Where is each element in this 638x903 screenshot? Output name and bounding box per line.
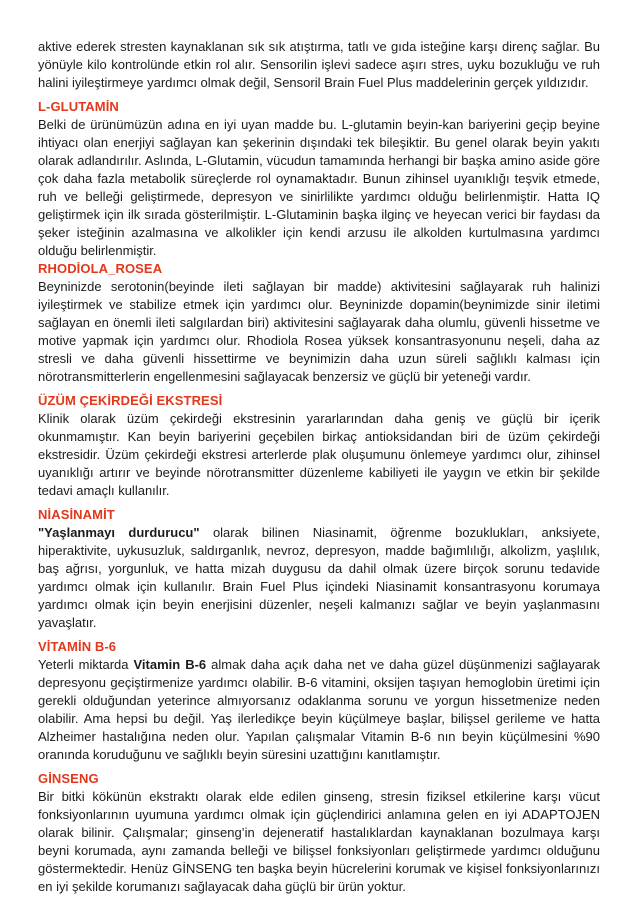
section-grape-seed-extract <box>38 392 600 500</box>
section-body-l-glutamin: Belki de ürünümüzün adına en iyi uyan madde bu. L-glutamin beyin-kan bariyerini geçip beyine ihtiyacı olan enerjiyi sağlayan kan şekerinin dışındaki tek bileşiktir. Bu genel olarak beyin yakıtı olarak adlandırılır. Aslında, L-Glutamin, vücudun tamamında herhangi bir başka amino aside göre çok daha fazla metabolik süreçlerde rol oynamaktadır. Bunun zihinsel uyanıklığı teşvik etmede, ruh ve belleği geliştirmede, depresyon ve sinirlilikte yardımcı olduğu belirlenmiştir. Hatta IQ geliştirmek için ilk sırada gösterilmiştir. L-Glutaminin başka ilginç ve heyecan verici bir faydası da şeker isteğinin azalmasına ve alkolikler için kendi arzusu ile alkolden kurtulmasına yardımcı olduğu belirlenmiştir. <box>38 117 600 258</box>
body-text: olarak bilinen Niasinamit, öğrenme bozuklukları, anksiyete, hiperaktivite, uykusuzluk, saldırganlık, nevroz, depresyon, madde bağımlılığı, alkolizm, yaşlılık, baş ağrısı, yorgunluk, ve hatta mizah duygusu da dahil olmak üzere birçok sorunu tedavide yardımcı olmak için kullanılır. Brain Fuel Plus içindeki Niasinamit konsantrasyonu korumaya yardımcı olmak için beyin enerjisini düzenler, neşeli kalmanızı sağlar ve beyin yaşlanmasını yavaşlatır. <box>38 525 600 630</box>
section-heading-grape-seed-extract: ÜZÜM ÇEKİRDEĞİ EKSTRESİ <box>38 393 223 408</box>
document-page <box>38 38 600 896</box>
section-body-ginseng: Bir bitki kökünün ekstraktı olarak elde edilen ginseng, stresin fiziksel etkilerine karşı vücut fonksiyonlarının uyumuna yardımcı olmak için güçlendirici anlamına gelen en iyi ADAPTOJEN olarak bilinir. Çalışmalar; ginseng’in dejeneratif hastalıklardan kaynaklanan bozulmaya karşı beyni korumada, aynı zamanda belleği ve bilişsel fonksiyonları geliştirmede yardımcı olduğunu göstermektedir. Henüz GİNSENG ten başka beyin hücrelerini korumak ve kişisel fonksiyonlarınızı en iyi şekilde korumanızı sağlayacak daha güçlü bir ürün yoktur. <box>38 789 600 894</box>
section-heading-ginseng: GİNSENG <box>38 771 99 786</box>
section-l-glutamin <box>38 98 600 260</box>
section-vitamin-b6 <box>38 638 600 764</box>
section-body-vitamin-b6 <box>38 656 600 764</box>
section-ginseng <box>38 770 600 896</box>
section-heading-niacinamide: NİASİNAMİT <box>38 507 115 522</box>
bold-lead-text: "Yaşlanmayı durdurucu" <box>38 525 200 540</box>
body-text-after: almak daha açık daha net ve daha güzel düşünmenizi sağlayarak depresyonu geçiştirmenize yardımcı olabilir. B-6 vitamini, oksijen taşıyan hemoglobin üretimi için gerekli olduğundan yeterince almıyorsanız odaklanma sorunu ve yorgun hissetmenize neden olabilir. Ama hepsi bu değil. Yaş ilerledikçe beyin küçülmeye başlar, bilişsel gerileme ve hatta Alzheimer hastalığına neden olur. Yapılan çalışmalar Vitamin B-6 nın beyin küçülmesini %90 oranında koruduğunu ve sağlıklı beyin süresini uzattığını kanıtlamıştır. <box>38 657 600 762</box>
section-heading-l-glutamin: L-GLUTAMİN <box>38 99 119 114</box>
section-heading-vitamin-b6: VİTAMİN B-6 <box>38 639 117 654</box>
section-body-rhodiola-rosea: Beyninizde serotonin(beyinde ileti sağlayan bir madde) aktivitesini sağlayarak ruh halinizi iyileştirmek ve stabilize etmek için yardımcı olur. Beyninizde dopamin(beynimizde sinir iletimi sağlayan en önemli ileti salgılardan biri) aktivitesini sağlayarak daha olumlu, güvenli hissetme ve motive yapmak için yardımcı olur. Rhodiola Rosea yüksek konsantrasyonunu neşeli, daha az stresli ve daha güvenli hissettirme ve beynimizin daha uzun süreli sağlıklı kalması için nörotransmitterlerin engellenmesini sağlayacak benzersiz ve güçlü bir yeteneği vardır. <box>38 279 600 384</box>
body-text-before: Yeterli miktarda <box>38 657 134 672</box>
bold-inline-text: Vitamin B-6 <box>133 657 207 672</box>
section-heading-rhodiola-rosea: RHODİOLA_ROSEA <box>38 261 163 276</box>
section-body-niacinamide <box>38 524 600 632</box>
section-body-grape-seed-extract: Klinik olarak üzüm çekirdeği ekstresinin yararlarından daha geniş ve güçlü bir içerik okunmamıştır. Kan beyin bariyerini geçebilen birkaç antioksidandan biri de üzüm çekirdeği ekstresidir. Üzüm çekirdeği ekstresi arterlerde plak oluşumunu önlemeye yardımcı olur, zihinsel uyanıklığı artırır ve beyinde nörotransmitter düzenleme kabiliyeti ile yaygın ve etkin bir şekilde tedavi amaçlı kullanılır. <box>38 411 600 498</box>
intro-paragraph: aktive ederek stresten kaynaklanan sık sık atıştırma, tatlı ve gıda isteğine karşı direnç sağlar. Bu yönüyle kilo kontrolünde etkin rol alır. Sensorilin işlevi sadece aşırı stres, uyku bozukluğu ve ruh halini iyileştirmeye yardımcı olmak değil, Sensoril Brain Fuel Plus maddelerinin gerçek yıldızıdır. <box>38 39 600 90</box>
section-niacinamide <box>38 506 600 632</box>
section-rhodiola-rosea <box>38 260 600 386</box>
